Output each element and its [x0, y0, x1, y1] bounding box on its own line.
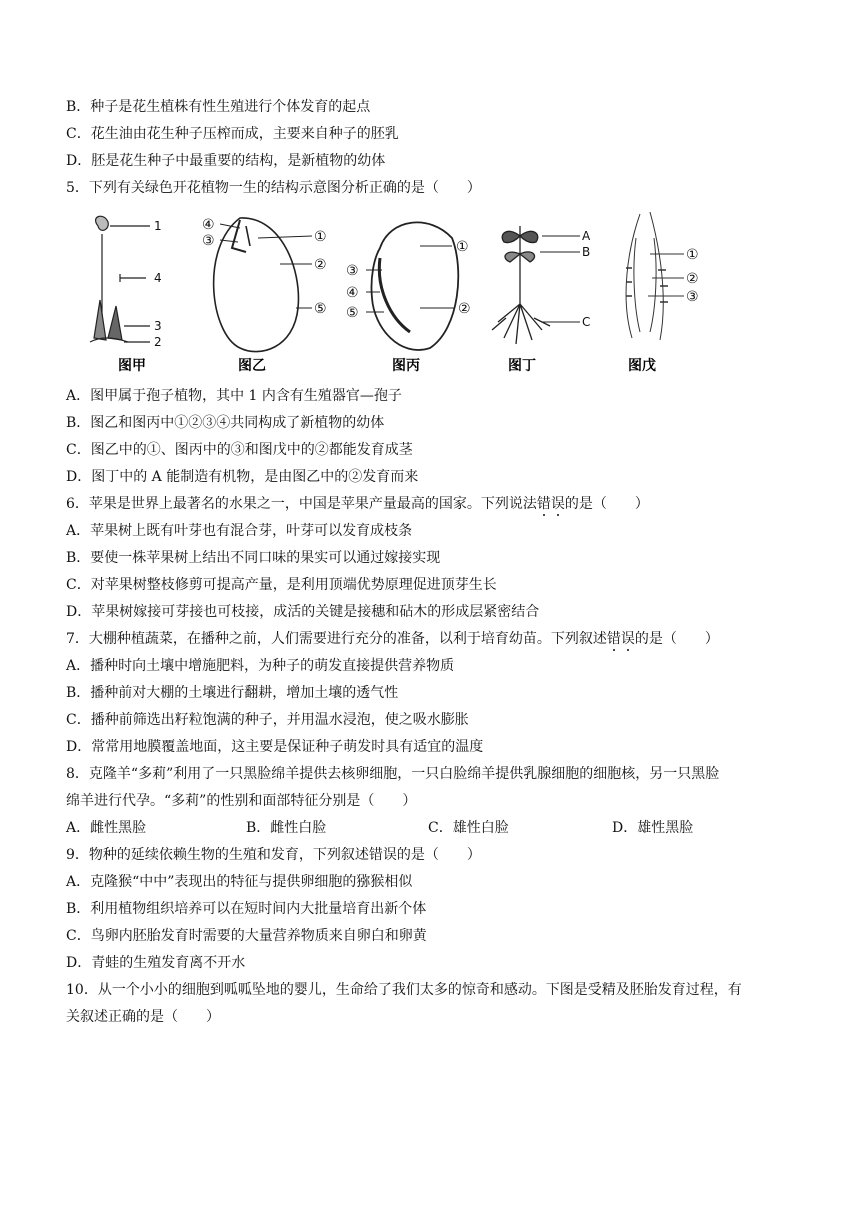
q6-option-d: D．苹果树嫁接可芽接也可枝接，成活的关键是接穗和砧木的形成层紧密结合 [66, 604, 540, 620]
caption-ding: 图丁 [508, 358, 536, 374]
figure-wu [626, 212, 684, 340]
wu-label-1: ① [686, 247, 699, 263]
q8-option-d: D．雄性黑脸 [612, 820, 694, 836]
question-6 [66, 494, 649, 514]
q8-option-b: B．雌性白脸 [246, 820, 327, 836]
q7-option-d: D．常常用地膜覆盖地面，这主要是保证种子萌发时具有适宜的温度 [66, 739, 484, 755]
q7-stem-end: 的是（ ） [634, 631, 719, 647]
q6-stem: 6．苹果是世界上最著名的水果之一，中国是苹果产量最高的国家。下列说法 [66, 496, 537, 512]
q4-option-d: D．胚是花生种子中最重要的结构，是新植物的幼体 [66, 153, 386, 169]
q9-option-d: D．青蛙的生殖发育离不开水 [66, 955, 246, 971]
figure-jia [90, 216, 150, 342]
yi-label-2: ② [314, 257, 327, 273]
q9-option-c: C．鸟卵内胚胎发育时需要的大量营养物质来自卵白和卵黄 [66, 928, 427, 944]
caption-wu: 图戊 [628, 358, 656, 374]
yi-label-3: ③ [202, 233, 215, 249]
question-5: 5．下列有关绿色开花植物一生的结构示意图分析正确的是（ ） [66, 180, 481, 196]
q9-option-b: B．利用植物组织培养可以在短时间内大批量培育出新个体 [66, 901, 427, 917]
q7-emphasis-1: 错 [606, 631, 621, 647]
bing-label-3: ③ [346, 263, 359, 279]
bing-label-5: ⑤ [346, 305, 359, 321]
q6-option-b: B．要使一株苹果树上结出不同口味的果实可以通过嫁接实现 [66, 550, 441, 566]
figure-ding [492, 226, 580, 344]
bing-label-2: ② [458, 301, 471, 317]
question-10-line-2: 关叙述正确的是（ ） [66, 1009, 220, 1025]
q4-option-c: C．花生油由花生种子压榨而成，主要来自种子的胚乳 [66, 126, 399, 142]
q6-stem-end: 的是（ ） [564, 496, 649, 512]
jia-label-4: 4 [154, 271, 162, 285]
q7-emphasis-2: 误 [620, 631, 635, 647]
ding-label-a: A [582, 229, 591, 243]
q6-emphasis-1: 错 [536, 496, 551, 512]
question-10-line-1: 10．从一个小小的细胞到呱呱坠地的婴儿，生命给了我们太多的惊奇和感动。下图是受精及胚胎发育过程，有 [66, 982, 742, 998]
bing-label-1: ① [456, 239, 469, 255]
plant-structure-figure [80, 208, 720, 378]
question-9: 9．物种的延续依赖生物的生殖和发育，下列叙述错误的是（ ） [66, 847, 481, 863]
bing-label-4: ④ [346, 285, 359, 301]
figure-jia-labels [154, 219, 162, 349]
q6-option-a: A．苹果树上既有叶芽也有混合芽，叶芽可以发育成枝条 [66, 523, 413, 539]
q5-option-d: D．图丁中的 A 能制造有机物，是由图乙中的②发育而来 [66, 469, 419, 485]
question-7 [66, 629, 719, 649]
question-8-line-1: 8．克隆羊“多莉”利用了一只黑脸绵羊提供去核卵细胞，一只白脸绵羊提供乳腺细胞的细胞核，另一只黑脸 [66, 766, 720, 782]
q6-option-c: C．对苹果树整枝修剪可提高产量，是利用顶端优势原理促进顶芽生长 [66, 577, 497, 593]
ding-label-c: C [582, 315, 591, 329]
jia-label-2: 2 [154, 335, 162, 349]
jia-label-1: 1 [154, 219, 162, 233]
q8-options [66, 818, 693, 838]
q9-option-a: A．克隆猴“中中”表现出的特征与提供卵细胞的猕猴相似 [66, 874, 413, 890]
figure-bing [366, 222, 458, 350]
ding-label-b: B [582, 245, 591, 259]
question-8-line-2: 绵羊进行代孕。“多莉”的性别和面部特征分别是（ ） [66, 793, 417, 809]
yi-label-1: ① [314, 229, 327, 245]
q7-option-c: C．播种前筛选出籽粒饱满的种子，并用温水浸泡，使之吸水膨胀 [66, 712, 469, 728]
figure-yi [214, 218, 312, 352]
caption-yi: 图乙 [238, 358, 266, 374]
q8-option-c: C．雄性白脸 [428, 820, 509, 836]
q7-stem: 7．大棚种植蔬菜，在播种之前，人们需要进行充分的准备，以利于培育幼苗。下列叙述 [66, 631, 607, 647]
q6-emphasis-2: 误 [550, 496, 565, 512]
caption-jia: 图甲 [118, 358, 146, 374]
q8-option-a: A．雌性黑脸 [66, 820, 147, 836]
q5-option-b: B．图乙和图丙中①②③④共同构成了新植物的幼体 [66, 415, 385, 431]
wu-label-3: ③ [686, 289, 699, 305]
q5-option-a: A．图甲属于孢子植物，其中 1 内含有生殖器官—孢子 [66, 388, 402, 404]
yi-label-5: ⑤ [314, 301, 327, 317]
q4-option-b: B．种子是花生植株有性生殖进行个体发育的起点 [66, 99, 371, 115]
caption-bing: 图丙 [392, 358, 420, 374]
q5-option-c: C．图乙中的①、图丙中的③和图戊中的②都能发育成茎 [66, 442, 413, 458]
wu-label-2: ② [686, 271, 699, 287]
q7-option-a: A．播种时向土壤中增施肥料，为种子的萌发直接提供营养物质 [66, 658, 455, 674]
jia-label-3: 3 [154, 319, 162, 333]
yi-label-4: ④ [202, 217, 215, 233]
q7-option-b: B．播种前对大棚的土壤进行翻耕，增加土壤的透气性 [66, 685, 399, 701]
